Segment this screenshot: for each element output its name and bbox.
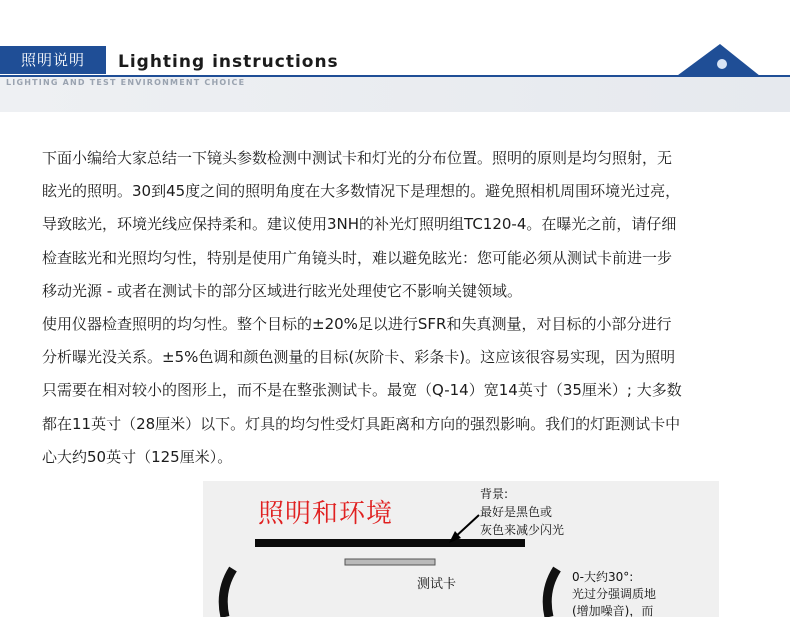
text-line: 下面小编给大家总结一下镜头参数检测中测试卡和灯光的分布位置。照明的原则是均匀照射，无 (42, 149, 673, 167)
text-line: 导致眩光，环境光线应保持柔和。建议使用3NH的补光灯照明组TC120-4。在曝光之前，请仔细 (42, 215, 677, 234)
roof-dot (717, 59, 727, 69)
header-underline (0, 75, 790, 77)
text-line: 检查眩光和光照均匀性，特别是使用广角镜头时，难以避免眩光：您可能必须从测试卡前进一步 (42, 248, 673, 267)
header-subtitle: LIGHTING AND TEST ENVIRONMENT CHOICE (6, 78, 246, 87)
angle-note-line: (增加噪音)，而 (572, 604, 654, 617)
test-card-shape (345, 559, 435, 565)
text-line: 分析曝光没关系。±5%色调和颜色测量的目标(灰阶卡、彩条卡)。这应该很容易实现，因为照明 (42, 348, 676, 367)
paragraph-1 (42, 142, 754, 308)
text-line: 只需要在相对较小的图形上，而不是在整张测试卡。最宽（Q-14）宽14英寸（35厘米）; 大多数 (42, 381, 682, 400)
header-title-en: Lighting instructions (118, 52, 339, 72)
background-note-line: 灰色来减少闪光 (480, 523, 565, 537)
background-note-line: 最好是黑色或 (480, 505, 553, 519)
angle-note-line: 0-大约30°: (572, 570, 634, 584)
background-note-line: 背景: (480, 487, 509, 501)
test-card-label: 测试卡 (417, 577, 457, 592)
text-line: 移动光源 - 或者在测试卡的部分区域进行眩光处理使它不影响关键领域。 (42, 281, 522, 300)
text-line: 使用仪器检查照明的均匀性。整个目标的±20%足以进行SFR和失真测量，对目标的小部分进行 (42, 315, 672, 334)
text-line: 眩光的照明。30到45度之间的照明角度在大多数情况下是理想的。避免照相机周围环境光过亮， (42, 182, 681, 201)
lighting-diagram (203, 481, 719, 617)
right-light-arc (547, 569, 557, 617)
paragraph-2 (42, 308, 754, 474)
angle-note (572, 569, 656, 617)
diagram-title: 照明和环境 (258, 499, 394, 529)
left-light-arc (223, 569, 233, 617)
header-title-cn: 照明说明 (0, 46, 106, 74)
text-line: 都在11英寸（28厘米）以下。灯具的均匀性受灯具距离和方向的强烈影响。我们的灯距测试卡中 (42, 414, 681, 433)
background-note (480, 485, 564, 539)
angle-note-line: 光过分强调质地 (572, 587, 657, 601)
text-line: 心大约50英寸（125厘米）。 (42, 447, 233, 466)
background-bar (255, 539, 525, 547)
section-header (0, 0, 790, 112)
article-body (42, 142, 754, 474)
